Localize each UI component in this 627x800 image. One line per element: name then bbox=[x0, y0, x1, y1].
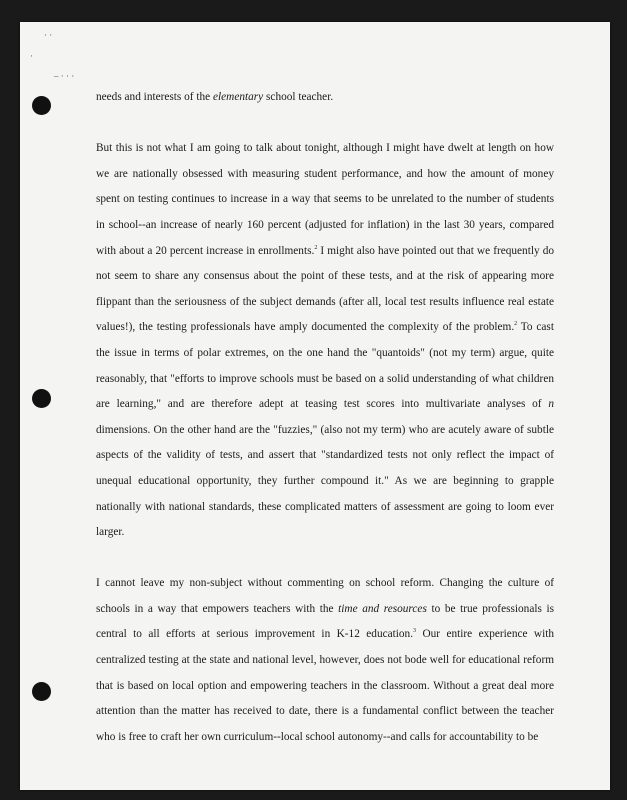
document-page bbox=[20, 22, 610, 790]
italic-text: time and resources bbox=[338, 602, 427, 615]
text-run: dimensions. On the other hand are the "fuzzies," (also not my term) who are acutely aware of subtle aspects of the validity of tests, and assert that "standardized tests not only reflect the impact of unequal educational opportunity, they further compound it." As we are beginning to grapple nationally with national standards, these complicated matters of assessment are going to loom ever larger. bbox=[96, 423, 554, 539]
italic-text: elementary bbox=[213, 91, 264, 103]
binder-hole bbox=[32, 96, 51, 115]
text-run: to be true professionals is central to all efforts at serious improvement in K-12 education. bbox=[96, 602, 554, 641]
text-run: school teacher. bbox=[263, 91, 334, 103]
text-run: I might also have pointed out that we frequently do not seem to share any consensus about the point of these tests, and at the risk of appearing more flippant than the seriousness of the subject demands (after all, local test results influence real estate values!), the testing professionals have amply documented the complexity of the problem. bbox=[96, 244, 555, 334]
footnote-ref: 2 bbox=[514, 321, 518, 328]
text-run: I cannot leave my non-subject without commenting on school reform. Changing the culture of schools in a way that empowers teachers with the bbox=[96, 577, 554, 615]
scan-speck: · bbox=[30, 51, 33, 61]
paragraph bbox=[96, 85, 554, 111]
paragraph bbox=[96, 136, 554, 546]
italic-text: n bbox=[548, 398, 554, 411]
text-run: But this is not what I am going to talk about tonight, although I might have dwelt at length on how we are nationally obsessed with measuring student performance, and how the amount of money spent on testing continues to increase in a way that seems to be unrelated to the number of students in school--an increase of nearly 160 percent (adjusted for inflation) in the last 30 years, compared with about a 20 percent increase in enrollments. bbox=[96, 142, 554, 257]
body-text bbox=[96, 85, 554, 750]
binder-hole bbox=[32, 389, 51, 408]
paragraph bbox=[96, 571, 554, 750]
footnote-ref: 2 bbox=[314, 244, 318, 251]
scan-speck: ‒ · · · bbox=[54, 71, 75, 81]
scan-speck: · · bbox=[44, 30, 53, 40]
text-run: To cast the issue in terms of polar extremes, on the one hand the "quantoids" (not my term) argue, quite reasonably, that "efforts to improve schools must be based on a solid understanding of what children are learning," and are therefore adept at teasing test scores into multivariate analyses of bbox=[96, 321, 554, 411]
text-run: needs and interests of the bbox=[96, 91, 214, 103]
binder-hole bbox=[32, 682, 51, 701]
text-run: Our entire experience with centralized testing at the state and national level, however, does not bode well for educational reform that is based on local option and empowering teachers in the classroom. Without a great deal more attention than the matter has received to date, there is a fundamental conflict between the teacher who is free to craft her own curriculum--local school autonomy--and calls for accountability to be bbox=[96, 628, 555, 743]
footnote-ref: 3 bbox=[413, 628, 417, 635]
